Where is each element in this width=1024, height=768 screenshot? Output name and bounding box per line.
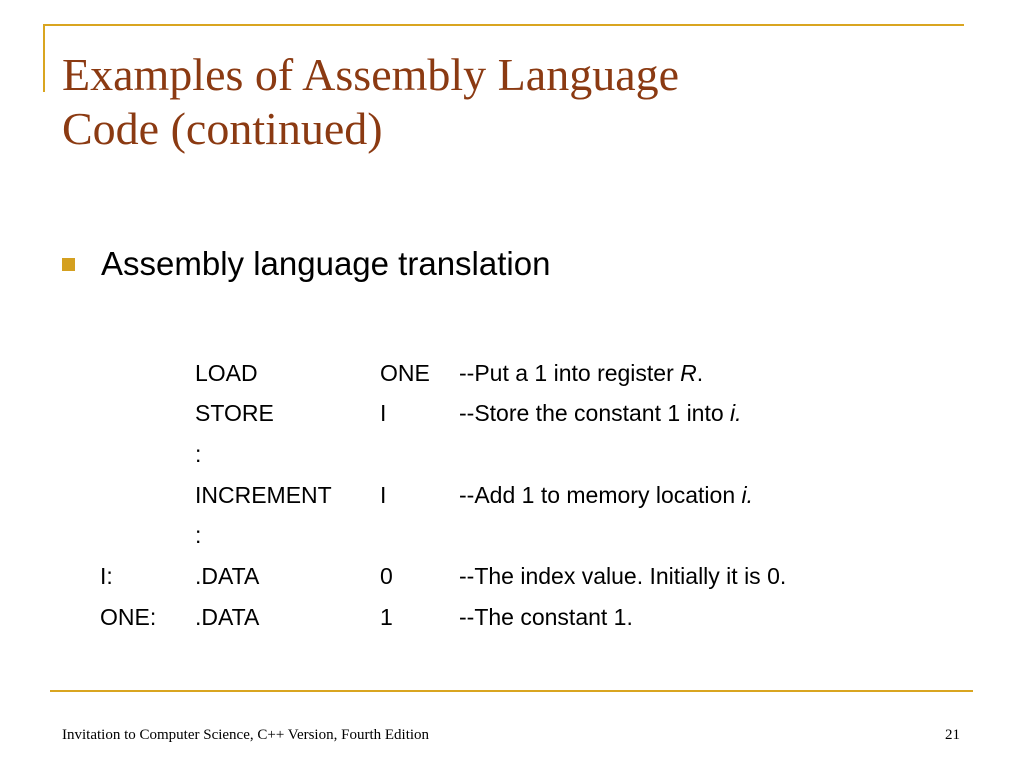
code-label: ONE: — [100, 604, 157, 630]
footer-text: Invitation to Computer Science, C++ Version, Fourth Edition — [62, 727, 430, 743]
code-operand: ONE — [380, 360, 430, 386]
code-comment — [459, 480, 753, 510]
code-comment-text: --Add 1 to memory location — [459, 482, 742, 508]
code-comment — [459, 358, 703, 388]
code-comment — [459, 602, 633, 632]
slide-title — [62, 48, 962, 156]
frame-horizontal-rule — [43, 24, 964, 26]
code-opcode: STORE — [195, 400, 274, 426]
code-label: I: — [100, 563, 113, 589]
code-comment-text: --Put a 1 into register — [459, 360, 681, 386]
footer-rule — [50, 690, 973, 692]
slide-title-line-2: Code (continued) — [62, 103, 383, 154]
frame-vertical-rule — [43, 24, 45, 92]
bullet-text: Assembly language translation — [101, 245, 551, 282]
code-opcode: LOAD — [195, 360, 258, 386]
code-opcode: .DATA — [195, 604, 260, 630]
code-comment — [459, 561, 786, 591]
page-number: 21 — [945, 727, 960, 743]
code-comment-emphasis: i. — [741, 482, 754, 508]
code-opcode: INCREMENT — [195, 482, 332, 508]
code-comment — [459, 398, 742, 428]
bullet-item — [62, 245, 550, 283]
code-operand: I — [380, 400, 387, 426]
code-operand: 0 — [380, 563, 393, 589]
code-comment-suffix: . — [696, 360, 704, 386]
code-comment-text: --The constant 1. — [459, 604, 633, 630]
slide-title-line-1: Examples of Assembly Language — [62, 49, 680, 100]
code-operand: I — [380, 482, 387, 508]
code-comment-text: --Store the constant 1 into — [459, 400, 731, 426]
square-bullet-icon — [62, 258, 75, 271]
code-opcode: : — [195, 522, 202, 548]
code-comment-emphasis: i. — [730, 400, 742, 426]
code-comment-emphasis: R — [680, 360, 697, 386]
code-comment-text: --The index value. Initially it is 0. — [459, 563, 787, 589]
code-opcode: .DATA — [195, 563, 260, 589]
code-opcode: : — [195, 441, 202, 467]
code-operand: 1 — [380, 604, 393, 630]
